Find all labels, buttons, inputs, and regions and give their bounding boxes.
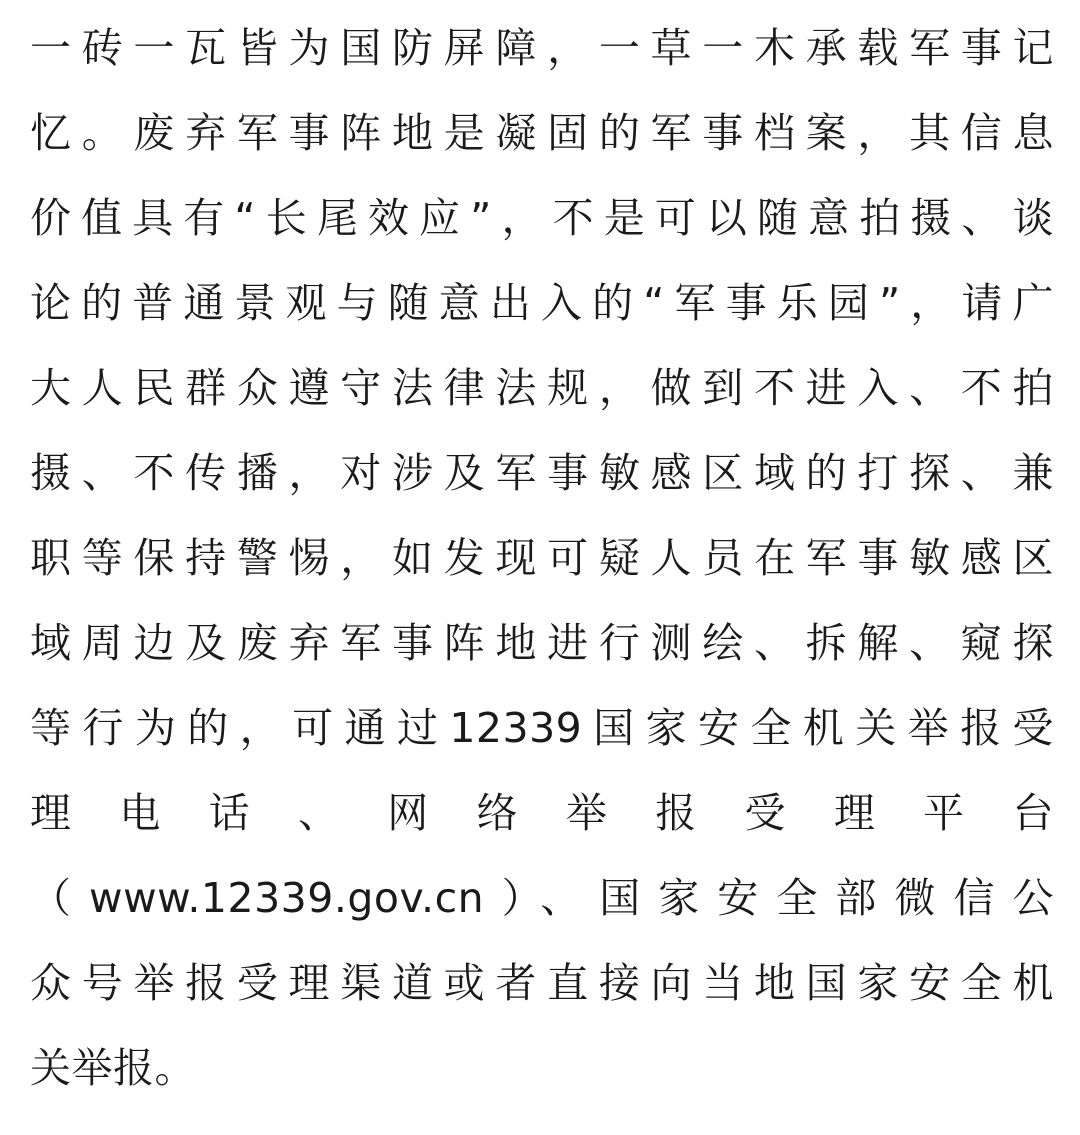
- paragraph-line: 职等保持警惕，如发现可疑人员在军事敏感区: [30, 534, 1054, 582]
- paragraph-line: 等行为的，可通过12339国家安全机关举报受: [30, 704, 1054, 752]
- paragraph-line: 理 电 话 、 网 络 举 报 受 理 平 台: [30, 789, 1054, 837]
- paragraph-line: 众号举报受理渠道或者直接向当地国家安全机: [30, 959, 1054, 1007]
- paragraph-line: 论的普通景观与随意出入的“军事乐园”，请广: [30, 279, 1054, 327]
- paragraph-line-last: 关举报。: [30, 1044, 196, 1092]
- paragraph-line: 摄、不传播，对涉及军事敏感区域的打探、兼: [30, 449, 1054, 497]
- paragraph-line: 域周边及废弃军事阵地进行测绘、拆解、窥探: [30, 619, 1054, 667]
- paragraph-line: 忆。废弃军事阵地是凝固的军事档案，其信息: [30, 109, 1054, 157]
- paragraph-line: 大人民群众遵守法律法规，做到不进入、不拍: [30, 364, 1054, 412]
- paragraph-line: 一砖一瓦皆为国防屏障，一草一木承载军事记: [30, 24, 1054, 72]
- paragraph-line: （www.12339.gov.cn）、国家安全部微信公: [30, 874, 1054, 922]
- paragraph-line: 价值具有“长尾效应”，不是可以随意拍摄、谈: [30, 194, 1054, 242]
